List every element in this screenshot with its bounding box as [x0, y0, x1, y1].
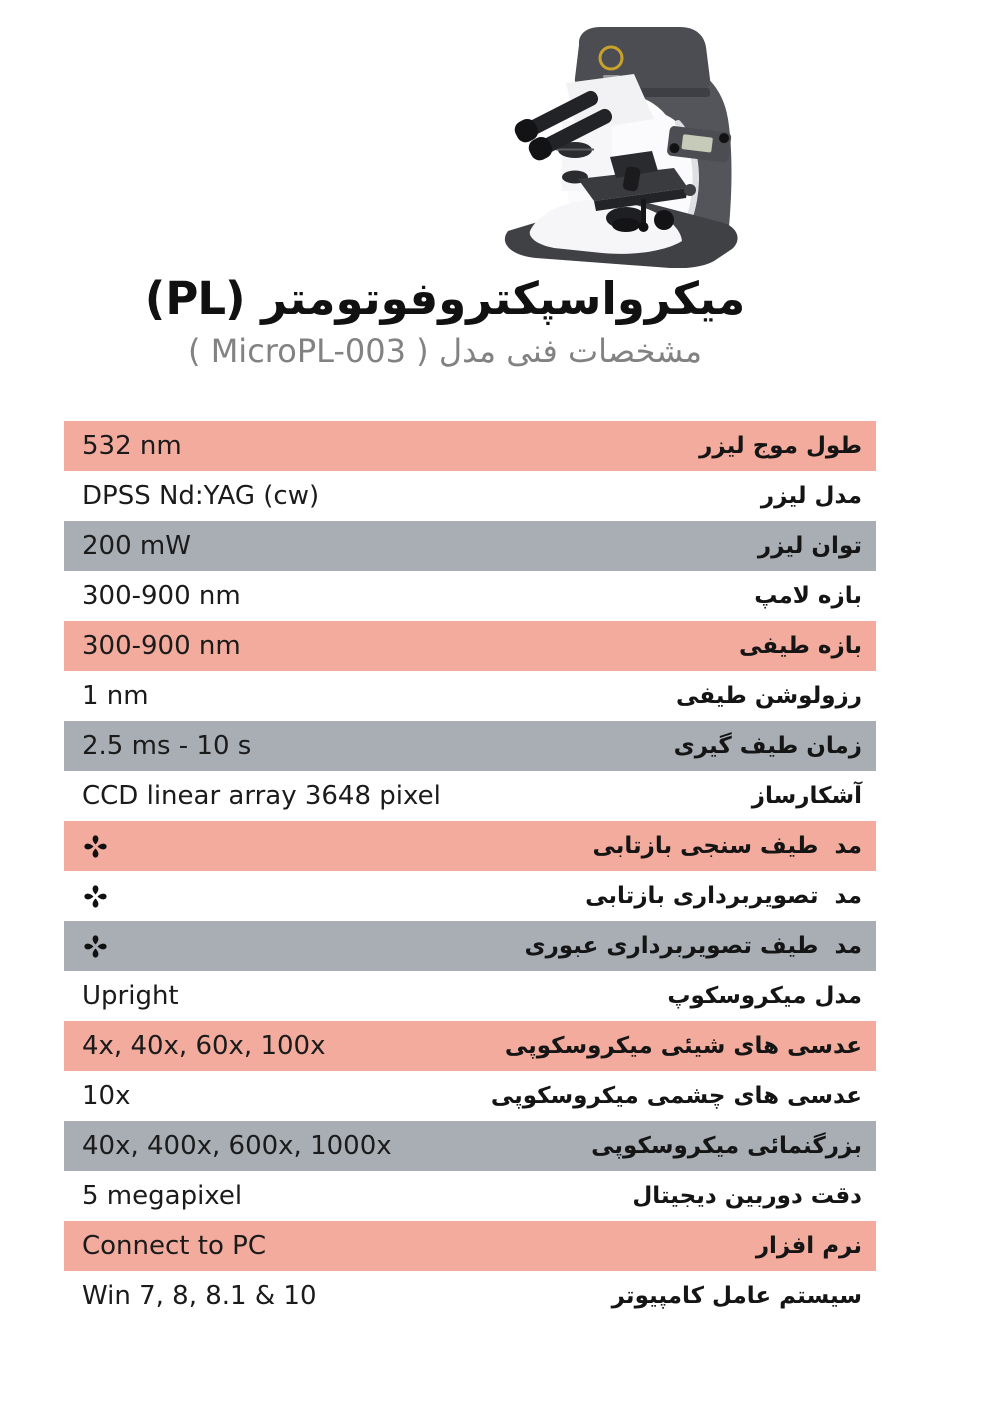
spec-row: [64, 1171, 876, 1221]
spec-row: [64, 721, 876, 771]
spec-row: [64, 1221, 876, 1271]
spec-row: [64, 671, 876, 721]
spec-label: زمان طیف گیری: [673, 733, 862, 759]
spec-value: 1 nm: [82, 681, 149, 711]
spec-label: مد طیف سنجی بازتابی: [592, 833, 862, 859]
spec-row: [64, 771, 876, 821]
spec-label: دقت دوربین دیجیتال: [632, 1183, 862, 1209]
four-petal-asterisk-icon: [82, 833, 109, 860]
product-image-microscope: [482, 16, 752, 268]
spec-value: [64, 883, 109, 910]
spec-value: 40x, 400x, 600x, 1000x: [82, 1131, 392, 1161]
spec-row: [64, 521, 876, 571]
spec-value: DPSS Nd:YAG (cw): [82, 481, 320, 511]
spec-value: 4x, 40x, 60x, 100x: [82, 1031, 326, 1061]
spec-value: Connect to PC: [82, 1231, 266, 1261]
spec-value: 200 mW: [82, 531, 191, 561]
spec-row: [64, 1121, 876, 1171]
spec-value: [64, 833, 109, 860]
spec-label: توان لیزر: [757, 533, 862, 559]
spec-row: [64, 871, 876, 921]
spec-label: طول موج لیزر: [699, 433, 862, 459]
spec-label: بازه طیفی: [739, 633, 862, 659]
spec-value: 5 megapixel: [82, 1181, 243, 1211]
page-title: میکرواسپکتروفوتومتر (PL): [144, 272, 746, 325]
spec-row: [64, 421, 876, 471]
spec-row: [64, 1071, 876, 1121]
spec-value: 2.5 ms - 10 s: [82, 731, 252, 761]
upright-microscope-illustration: [482, 16, 752, 268]
spec-label: عدسی های چشمی میکروسکوپی: [490, 1083, 862, 1109]
spec-value: [64, 933, 109, 960]
four-petal-asterisk-icon: [82, 933, 109, 960]
spec-value: 532 nm: [82, 431, 182, 461]
page-subtitle: مشخصات فنی مدل ( MicroPL-003 ): [188, 332, 702, 370]
spec-value: 300-900 nm: [82, 631, 241, 661]
spec-row: [64, 921, 876, 971]
spec-value: Upright: [82, 981, 179, 1011]
spec-table: [64, 421, 876, 1321]
spec-label: مدل میکروسکوپ: [667, 983, 862, 1009]
spec-label: بزرگنمائی میکروسکوپی: [591, 1133, 862, 1159]
spec-value: Win 7, 8, 8.1 & 10: [82, 1281, 317, 1311]
spec-value: CCD linear array 3648 pixel: [82, 781, 441, 811]
header: [0, 272, 890, 370]
spec-label: مد طیف تصویربرداری عبوری: [524, 933, 862, 959]
spec-label: نرم افزار: [755, 1233, 862, 1259]
spec-label: مد تصویربرداری بازتابی: [585, 883, 862, 909]
four-petal-asterisk-icon: [82, 883, 109, 910]
spec-label: آشکارساز: [751, 783, 862, 809]
spec-label: بازه لامپ: [754, 583, 862, 609]
spec-row: [64, 1271, 876, 1321]
spec-row: [64, 471, 876, 521]
spec-value: 10x: [82, 1081, 131, 1111]
spec-row: [64, 571, 876, 621]
spec-label: سیستم عامل کامپیوتر: [611, 1283, 862, 1309]
spec-row: [64, 1021, 876, 1071]
spec-label: مدل لیزر: [760, 483, 862, 509]
spec-value: 300-900 nm: [82, 581, 241, 611]
spec-label: عدسی های شیئی میکروسکوپی: [504, 1033, 862, 1059]
spec-row: [64, 971, 876, 1021]
spec-label: رزولوشن طیفی: [675, 683, 862, 709]
spec-row: [64, 621, 876, 671]
spec-row: [64, 821, 876, 871]
